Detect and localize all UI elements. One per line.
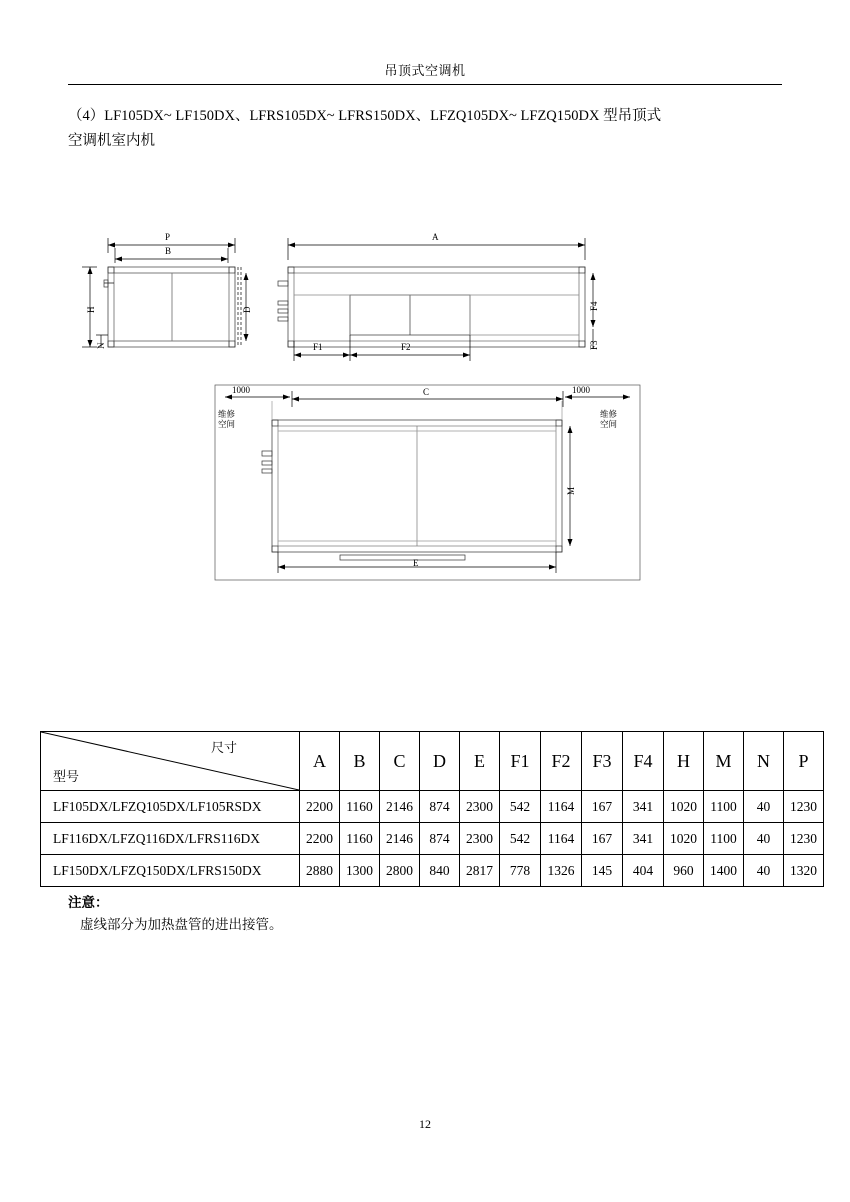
service-space-left: 维修空间 bbox=[218, 409, 236, 429]
corner-diagonal bbox=[41, 732, 299, 790]
dim-label-c: C bbox=[423, 387, 430, 397]
value-h: 1020 bbox=[664, 823, 704, 855]
section-title-line2: 空调机室内机 bbox=[68, 133, 155, 149]
value-d: 874 bbox=[420, 791, 460, 823]
model-name: LF150DX/LFZQ150DX/LFRS150DX bbox=[41, 855, 300, 887]
value-h: 960 bbox=[664, 855, 704, 887]
value-p: 1230 bbox=[784, 791, 824, 823]
value-p: 1230 bbox=[784, 823, 824, 855]
col-header-b: B bbox=[340, 732, 380, 791]
value-b: 1160 bbox=[340, 791, 380, 823]
value-d: 840 bbox=[420, 855, 460, 887]
dim-label-e: E bbox=[413, 558, 419, 568]
dim-label-n: N bbox=[96, 342, 106, 349]
dim-label-h: H bbox=[86, 306, 96, 313]
col-header-p: P bbox=[784, 732, 824, 791]
value-h: 1020 bbox=[664, 791, 704, 823]
value-f4: 404 bbox=[623, 855, 664, 887]
value-f2: 1164 bbox=[541, 823, 582, 855]
value-f2: 1326 bbox=[541, 855, 582, 887]
page-number: 12 bbox=[419, 1117, 431, 1131]
dim-label-f4: F4 bbox=[589, 301, 599, 311]
col-header-f2: F2 bbox=[541, 732, 582, 791]
value-e: 2300 bbox=[460, 791, 500, 823]
table-row bbox=[41, 791, 824, 823]
dim-label-f1: F1 bbox=[313, 342, 323, 352]
value-m: 1400 bbox=[704, 855, 744, 887]
value-m: 1100 bbox=[704, 823, 744, 855]
dim-label-f3: F3 bbox=[589, 340, 599, 350]
col-header-f4: F4 bbox=[623, 732, 664, 791]
value-f2: 1164 bbox=[541, 791, 582, 823]
value-d: 874 bbox=[420, 823, 460, 855]
value-f3: 167 bbox=[582, 823, 623, 855]
dimension-table bbox=[40, 731, 824, 887]
value-f1: 542 bbox=[500, 791, 541, 823]
value-n: 40 bbox=[744, 791, 784, 823]
value-p: 1320 bbox=[784, 855, 824, 887]
value-m: 1100 bbox=[704, 791, 744, 823]
dim-label-f2: F2 bbox=[401, 342, 411, 352]
value-e: 2300 bbox=[460, 823, 500, 855]
value-f1: 542 bbox=[500, 823, 541, 855]
note-body: 虚线部分为加热盘管的进出接管。 bbox=[80, 917, 283, 932]
corner-dimension-label: 尺寸 bbox=[210, 740, 237, 755]
header-divider bbox=[68, 84, 782, 85]
dim-label-d: D bbox=[242, 306, 252, 313]
value-f1: 778 bbox=[500, 855, 541, 887]
value-b: 1160 bbox=[340, 823, 380, 855]
dim-label-p: P bbox=[165, 232, 171, 242]
value-c: 2800 bbox=[380, 855, 420, 887]
col-header-m: M bbox=[704, 732, 744, 791]
dim-label-m: M bbox=[566, 486, 576, 495]
col-header-n: N bbox=[744, 732, 784, 791]
running-header: 吊顶式空调机 bbox=[384, 63, 466, 78]
table-corner-cell bbox=[41, 732, 300, 791]
service-space-right: 维修空间 bbox=[600, 409, 618, 429]
value-f3: 145 bbox=[582, 855, 623, 887]
value-a: 2200 bbox=[300, 791, 340, 823]
value-c: 2146 bbox=[380, 823, 420, 855]
table-row bbox=[41, 855, 824, 887]
col-header-f1: F1 bbox=[500, 732, 541, 791]
value-n: 40 bbox=[744, 855, 784, 887]
corner-model-label: 型号 bbox=[53, 769, 80, 784]
col-header-c: C bbox=[380, 732, 420, 791]
table-header-row bbox=[41, 732, 824, 791]
col-header-f3: F3 bbox=[582, 732, 623, 791]
value-c: 2146 bbox=[380, 791, 420, 823]
technical-drawing bbox=[60, 215, 790, 595]
dim-label-a: A bbox=[432, 232, 439, 242]
note-title: 注意： bbox=[68, 895, 109, 910]
table-row bbox=[41, 823, 824, 855]
dim-label-left-gap: 1000 bbox=[232, 385, 250, 395]
section-title bbox=[68, 104, 782, 154]
model-name: LF116DX/LFZQ116DX/LFRS116DX bbox=[41, 823, 300, 855]
section-title-line1: （4）LF105DX~ LF150DX、LFRS105DX~ LFRS150DX、LFZQ105DX~ LFZQ150DX 型吊顶式 bbox=[68, 108, 662, 124]
value-f4: 341 bbox=[623, 823, 664, 855]
value-e: 2817 bbox=[460, 855, 500, 887]
value-f4: 341 bbox=[623, 791, 664, 823]
col-header-e: E bbox=[460, 732, 500, 791]
model-name: LF105DX/LFZQ105DX/LF105RSDX bbox=[41, 791, 300, 823]
drawing-svg bbox=[60, 215, 790, 595]
dim-label-b: B bbox=[165, 246, 172, 256]
value-b: 1300 bbox=[340, 855, 380, 887]
value-f3: 167 bbox=[582, 791, 623, 823]
value-n: 40 bbox=[744, 823, 784, 855]
dim-label-right-gap: 1000 bbox=[572, 385, 590, 395]
value-a: 2200 bbox=[300, 823, 340, 855]
col-header-h: H bbox=[664, 732, 704, 791]
value-a: 2880 bbox=[300, 855, 340, 887]
col-header-a: A bbox=[300, 732, 340, 791]
col-header-d: D bbox=[420, 732, 460, 791]
